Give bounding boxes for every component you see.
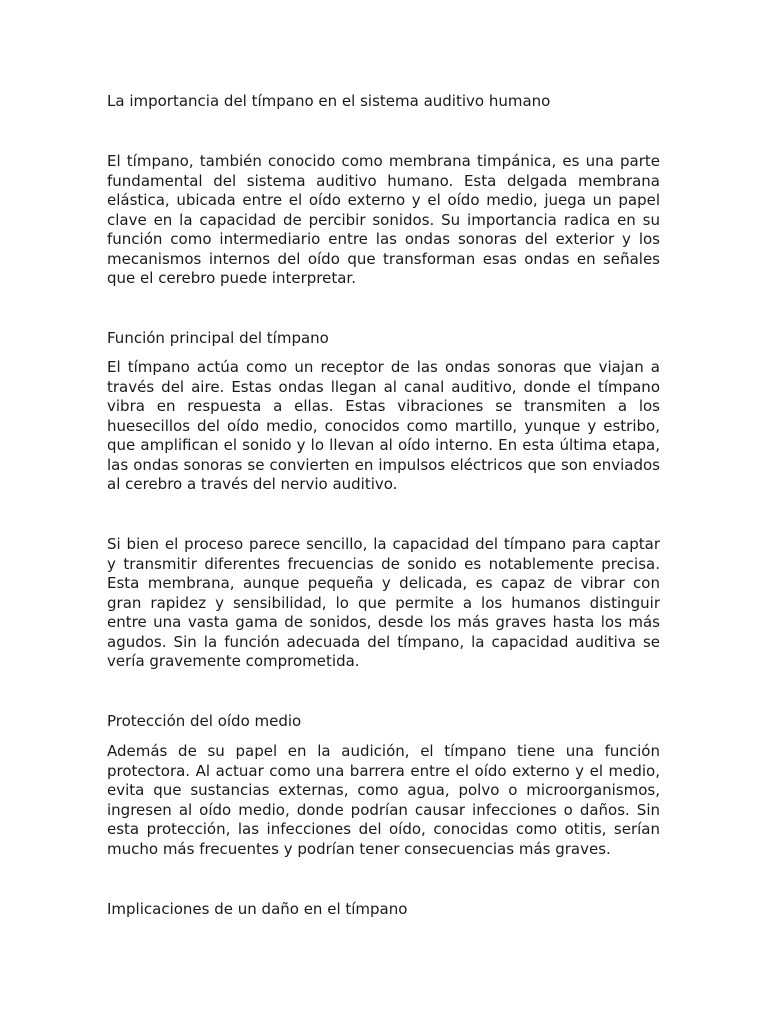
document-title: La importancia del tímpano en el sistema auditivo humano: [107, 92, 551, 110]
section-paragraph: Además de su papel en la audición, el tímpano tiene una función protectora. Al actuar como una barrera entre el oído externo y el medio, evita que sustancias externas, como agua, polvo o microorganismos, ingresen al oído medio, donde podrían causar infecciones o daños. Sin esta protección, las infecciones del oído, conocidas como otitis, serían mucho más frecuentes y podrían tener consecuencias más graves.: [107, 742, 660, 858]
section-heading-implicaciones: Implicaciones de un daño en el tímpano: [107, 900, 408, 918]
intro-paragraph: El tímpano, también conocido como membrana timpánica, es una parte fundamental del sistema auditivo humano. Esta delgada membrana elástica, ubicada entre el oído externo y el oído medio, juega un papel clave en la capacidad de percibir sonidos. Su importancia radica en su función como intermediario entre las ondas sonoras del exterior y los mecanismos internos del oído que transforman esas ondas en señales que el cerebro puede interpretar.: [107, 152, 660, 287]
section-heading-funcion-principal: Función principal del tímpano: [107, 329, 329, 347]
section-paragraph: El tímpano actúa como un receptor de las ondas sonoras que viajan a través del aire. Estas ondas llegan al canal auditivo, donde el tímpano vibra en respuesta a ellas. Estas vibraciones se transmiten a los huesecillos del oído medio, conocidos como martillo, yunque y estribo, que amplifican el sonido y lo llevan al oído interno. En esta última etapa, las ondas sonoras se convierten en impulsos eléctricos que son enviados al cerebro a través del nervio auditivo.: [107, 358, 660, 493]
section-heading-proteccion: Protección del oído medio: [107, 712, 302, 730]
section-paragraph: Si bien el proceso parece sencillo, la capacidad del tímpano para captar y transmitir diferentes frecuencias de sonido es notablemente precisa. Esta membrana, aunque pequeña y delicada, es capaz de vibrar con gran rapidez y sensibilidad, lo que permite a los humanos distinguir entre una vasta gama de sonidos, desde los más graves hasta los más agudos. Sin la función adecuada del tímpano, la capacidad auditiva se vería gravemente comprometida.: [107, 535, 660, 670]
